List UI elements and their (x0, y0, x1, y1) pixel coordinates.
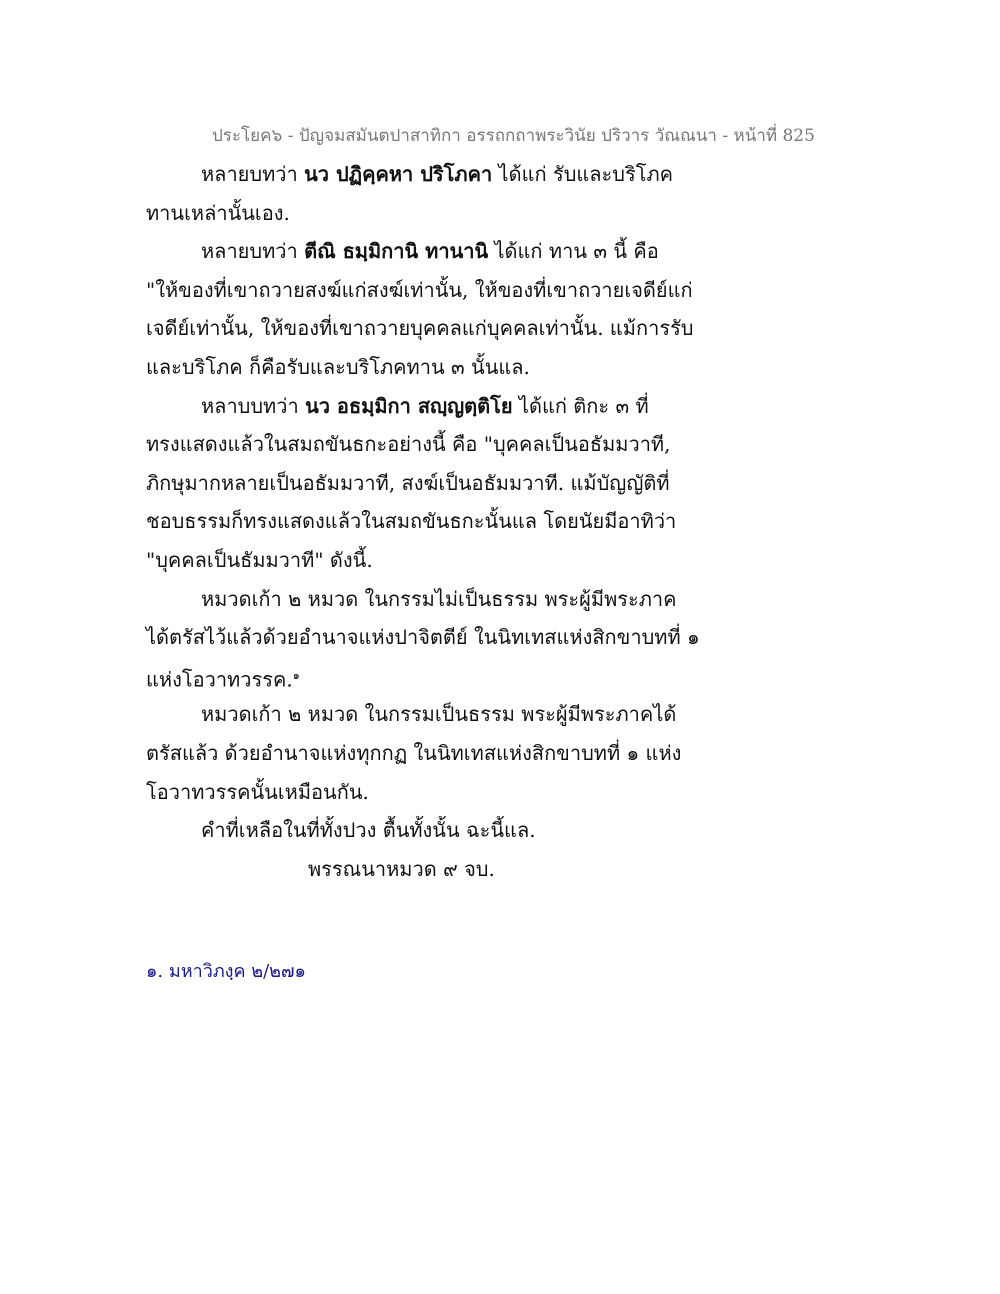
text-line (146, 541, 676, 580)
text-span: หลายบทว่า (201, 162, 305, 186)
pali-term: นว อธมฺมิกา สญฺญตฺติโย (305, 393, 513, 418)
text-span: ชอบธรรมก็ทรงแสดงแล้วในสมถขันธกะนั้นแล โดยนัยมีอาทิว่า (146, 509, 677, 534)
text-span: หลายบทว่า (201, 239, 305, 264)
running-header: ประโยค๖ - ปัญจมสมันตปาสาทิกา อรรถกถาพระวินัย ปริวาร วัณณนา - หน้าที่ 825 (212, 126, 815, 146)
text-line (146, 232, 676, 271)
paragraph-1 (146, 155, 676, 232)
text-line (146, 695, 676, 734)
pali-term: นว ปฏิคฺคหา ปริโภคา (304, 162, 493, 186)
text-span: "บุคคลเป็นธัมมวาที" ดังนี้. (146, 547, 373, 572)
pali-term: ตีณิ ธมฺมิกานิ ทานานิ (304, 239, 489, 264)
paragraph-4 (146, 580, 700, 696)
text-span: "ให้ของที่เขาถวายสงฆ์แก่สงฆ์เท่านั้น, ให้ของที่เขาถวายเจดีย์แก่ (146, 277, 693, 302)
text-line (146, 348, 676, 387)
text-line (146, 309, 694, 348)
text-line (146, 387, 676, 426)
text-line (146, 773, 676, 812)
text-line (146, 502, 676, 541)
paragraph-6 (146, 811, 676, 850)
text-span: หมวดเก้า ๒ หมวด ในกรรมเป็นธรรม พระผู้มีพระภาคได้ (201, 702, 677, 727)
text-span: ได้แก่ รับและบริโภค (492, 162, 674, 186)
paragraph-3 (146, 387, 676, 580)
text-span: ได้แก่ ทาน ๓ นี้ คือ (488, 239, 659, 264)
footnote-marker[interactable]: ๑ (292, 668, 300, 682)
text-span: ได้แก่ ติกะ ๓ ที่ (512, 393, 649, 418)
text-line (146, 464, 676, 503)
text-line (146, 425, 676, 464)
text-span: ได้ตรัสไว้แล้วด้วยอำนาจแห่งปาจิตตีย์ ในนิทเทสแห่งสิกขาบทที่ ๑ (146, 625, 700, 650)
text-line (146, 194, 676, 233)
text-span: ทรงแสดงแล้วในสมถขันธกะอย่างนี้ คือ "บุคคลเป็นอธัมมวาที, (146, 432, 671, 457)
text-span: หมวดเก้า ๒ หมวด ในกรรมไม่เป็นธรรม พระผู้มีพระภาค (201, 586, 677, 611)
text-line (146, 618, 700, 657)
paragraph-5 (146, 695, 682, 811)
body-text (146, 155, 700, 888)
text-span: เจดีย์เท่านั้น, ให้ของที่เขาถวายบุคคลแก่บุคคลเท่านั้น. แม้การรับ (146, 316, 694, 341)
footnote: ๑. มหาวิภงฺค ๒/๒๗๑ (146, 961, 306, 982)
text-span: หลาบบทว่า (201, 393, 306, 418)
text-span: และบริโภค ก็คือรับและบริโภคทาน ๓ นั้นแล. (146, 354, 530, 379)
text-span: ตรัสแล้ว ด้วยอำนาจแห่งทุกกฏ ในนิทเทสแห่งสิกขาบทที่ ๑ แห่ง (146, 740, 682, 765)
text-span: โอวาทวรรคนั้นเหมือนกัน. (146, 779, 369, 804)
text-line (146, 580, 676, 619)
text-span: ภิกษุมากหลายเป็นอธัมมวาที, สงฆ์เป็นอธัมมวาที. แม้บัญญัติที่ (146, 470, 670, 495)
text-line (146, 734, 682, 773)
text-line (146, 811, 676, 850)
text-line (146, 657, 676, 696)
text-line (146, 155, 676, 194)
text-span: ทานเหล่านั้นเอง. (146, 200, 290, 225)
paragraph-2 (146, 232, 694, 386)
text-span: คำที่เหลือในที่ทั้งปวง ตื้นทั้งนั้น ฉะนี้แล. (201, 818, 536, 843)
text-span: แห่งโอวาทวรรค. (146, 667, 293, 692)
text-line (146, 271, 693, 310)
section-end-line: พรรณนาหมวด ๙ จบ. (308, 856, 495, 881)
